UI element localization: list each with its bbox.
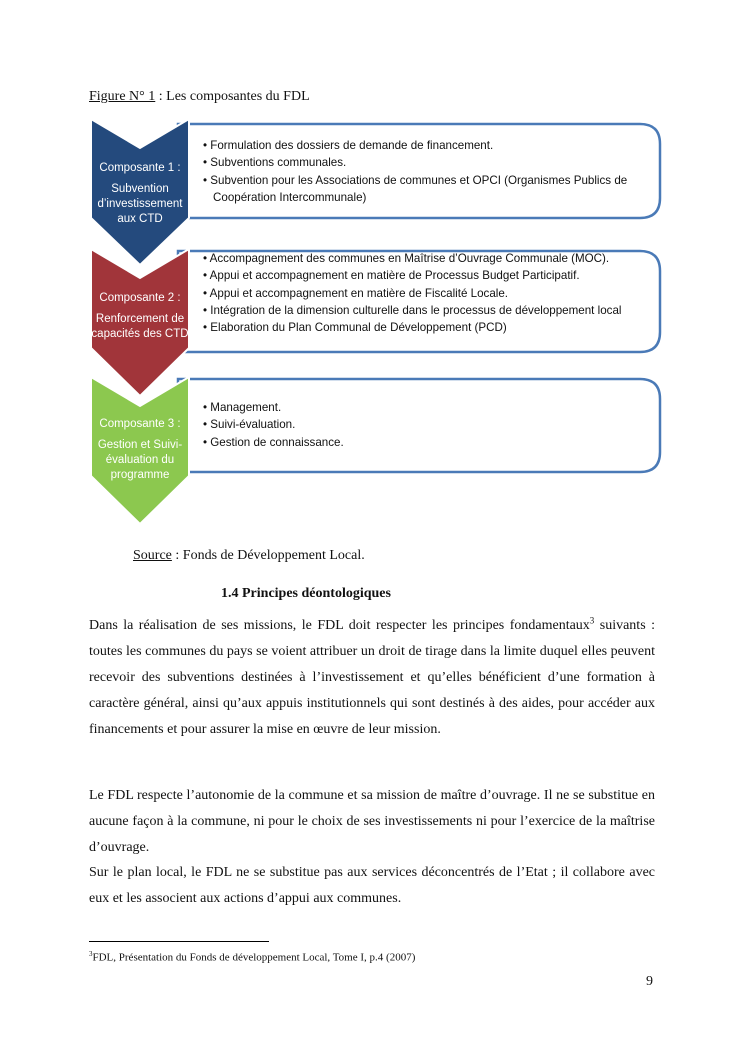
- component-3-title: Composante 3 :: [99, 418, 181, 430]
- component-2-item: • Appui et accompagnement en matière de Fiscalité Locale.: [203, 286, 509, 300]
- footnote-ref: 3: [589, 615, 595, 626]
- source-label: Source: [133, 548, 172, 563]
- component-3-label: [87, 417, 193, 483]
- component-1-item: • Subvention pour les Associations de communes et OPCI (Organismes Publics de Coopération Intercommunale): [203, 173, 628, 204]
- component-2-item: • Accompagnement des communes en Maîtrise d’Ouvrage Communale (MOC).: [203, 252, 610, 265]
- footnote-separator: [89, 941, 269, 942]
- component-2-label: [87, 291, 193, 342]
- figure-caption-text: : Les composantes du FDL: [155, 89, 310, 104]
- paragraph-1-start: Dans la réalisation de ses missions, le FDL doit respecter les principes fondamentaux: [89, 618, 590, 633]
- paragraph-1-rest: suivants : toutes les communes du pays se voient attribuer un droit de tirage dans la limite duquel elles peuvent recevoir des subventions destinées à l’investissement et qu’elles bénéficient d’une formation à caractère général, ainsi qu’aux appuis institutionnels qui sont destinés à des aides, pour accéder aux financements et pour assurer la mise en œuvre de leur mission.: [89, 618, 655, 737]
- component-1-title: Composante 1 :: [99, 162, 181, 174]
- component-2-item: • Intégration de la dimension culturelle dans le processus de développement local: [203, 303, 622, 317]
- paragraph-3: Sur le plan local, le FDL ne se substitue pas aux services déconcentrés de l’Etat ; il collabore avec eux et les associent aux actions d’appui aux communes.: [89, 865, 655, 906]
- paragraph-2: Le FDL respecte l’autonomie de la commune et sa mission de maître d’ouvrage. Il ne se substitue en aucune façon à la commune, ni pour le choix de ses investissements ni pour l’exercice de la maîtrise d’ouvrage.: [89, 788, 655, 855]
- component-1-items: [203, 137, 656, 206]
- component-1-item: • Formulation des dossiers de demande de financement.: [203, 139, 494, 152]
- component-2-item: • Elaboration du Plan Communal de Développement (PCD): [203, 321, 507, 335]
- component-2-title: Composante 2 :: [99, 292, 181, 304]
- figure-source: [133, 548, 365, 564]
- section-heading: 1.4 Principes déontologiques: [221, 586, 391, 601]
- component-1-name: Subvention d’investissement aux CTD: [97, 183, 183, 225]
- component-2-item: • Appui et accompagnement en matière de Processus Budget Participatif.: [203, 269, 580, 283]
- component-1-label: [87, 161, 193, 227]
- component-3-name: Gestion et Suivi-évaluation du programme: [97, 439, 183, 481]
- component-3-item: • Gestion de connaissance.: [203, 435, 344, 449]
- page-number: 9: [646, 974, 653, 989]
- source-text: : Fonds de Développement Local.: [171, 548, 365, 563]
- component-2-items: [203, 250, 653, 336]
- footnote-number: 3: [89, 950, 93, 958]
- figure-label: Figure N° 1: [89, 89, 156, 104]
- component-3-items: [203, 399, 653, 451]
- component-2-name: Renforcement de capacités des CTD: [91, 313, 189, 340]
- footnote: [89, 950, 415, 964]
- paragraph-1: [89, 613, 655, 743]
- component-1-item: • Subventions communales.: [203, 156, 347, 170]
- footnote-text: FDL, Présentation du Fonds de développement Local, Tome I, p.4 (2007): [92, 951, 416, 964]
- component-3-item: • Suivi-évaluation.: [203, 418, 296, 432]
- component-3-item: • Management.: [203, 401, 282, 414]
